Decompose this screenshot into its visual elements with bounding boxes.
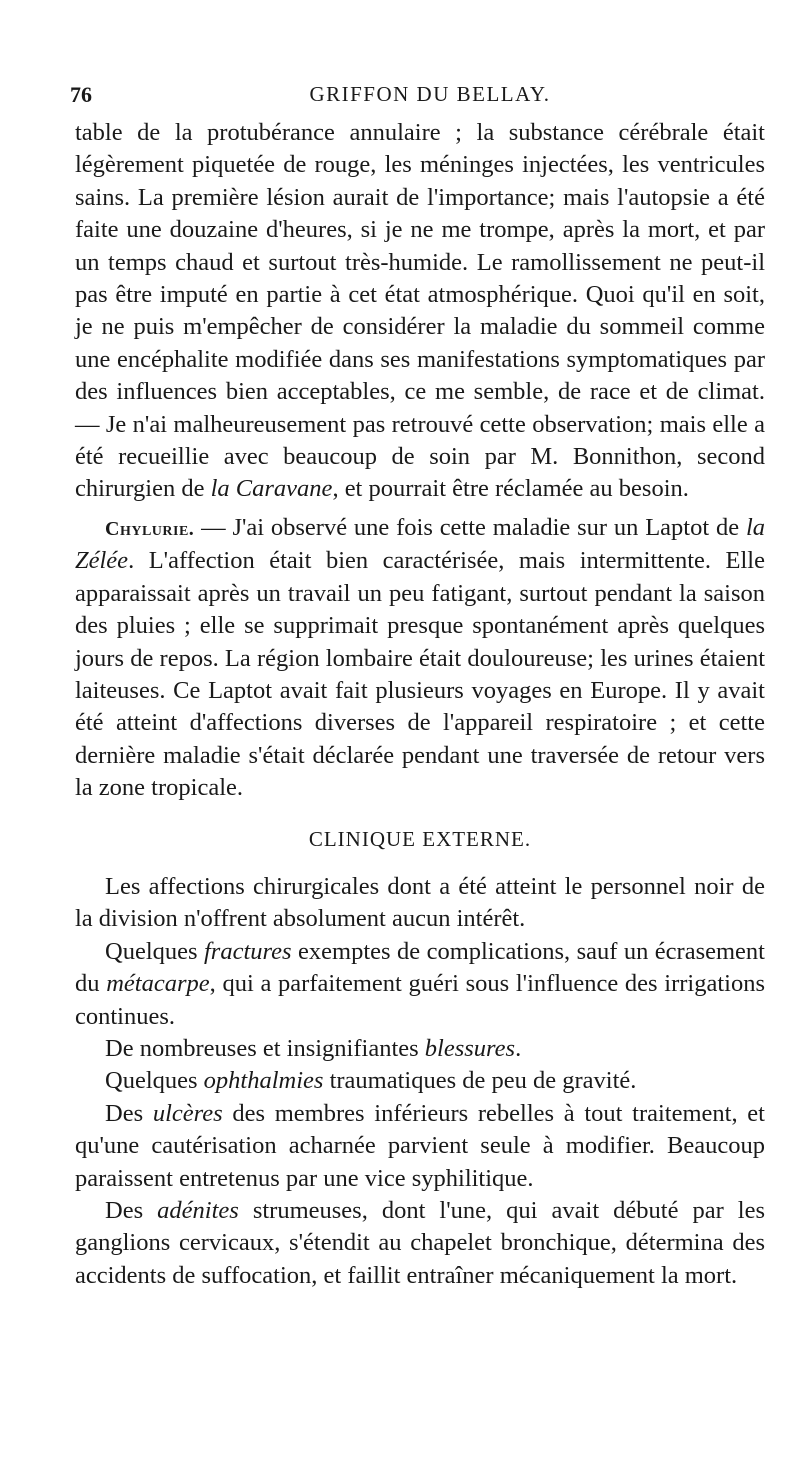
p2-text-a: Quelques <box>105 937 204 965</box>
p3-text-a: De nombreuses et insignifiantes <box>105 1034 425 1062</box>
chylurie-text-b: . L'affection était bien caractérisée, mais intermittente. Elle apparaissait après un travail un peu fatigant, surtout pendant la saison des pluies ; elle se supprimait presque spontanément après quelques jours de repos. La région lombaire était douloureuse; les urines étaient laiteuses. Ce Laptot avait fait plusieurs voyages en Europe. Il y avait été atteint d'affections diverses de l'appareil respiratoire ; et cette dernière maladie s'était déclarée pendant une traversée de retour vers la zone tropicale. <box>75 547 765 802</box>
p2-text-c: , qui a parfaitement guéri sous l'influence des irrigations continues. <box>75 970 765 1030</box>
term-ulceres: ulcères <box>152 1099 223 1127</box>
clinique-paragraph-5 <box>75 1098 765 1195</box>
section-title: CLINIQUE EXTERNE. <box>308 826 532 851</box>
p5-text-a: Des <box>105 1099 153 1127</box>
chylurie-text-a: — J'ai observé une fois cette maladie sur un Laptot de <box>194 513 746 541</box>
ship-name-zelee: la Zélée <box>75 513 765 575</box>
p6-text-a: Des <box>105 1197 158 1224</box>
running-head: GRIFFON DU BELLAY. <box>309 82 551 106</box>
term-metacarpe: métacarpe <box>106 970 210 998</box>
clinique-paragraph-2 <box>75 936 765 1033</box>
p4-text-a: Quelques <box>105 1067 204 1095</box>
p2-text-b: exemptes de complications, sauf un écrasement du <box>75 937 765 998</box>
paragraph-chylurie <box>75 512 765 805</box>
page-number: 76 <box>70 82 92 107</box>
term-ophthalmies: ophthalmies <box>203 1067 324 1095</box>
p5-text-b: des membres inférieurs rebelles à tout traitement, et qu'une cautérisation acharnée parvient seule à modifier. Beaucoup paraissent entretenus par une vice syphilitique. <box>75 1099 765 1192</box>
chylurie-heading: Chylurie. <box>105 517 195 540</box>
p3-text-b: . <box>515 1034 522 1062</box>
para1-text: table de la protubérance annulaire ; la substance cérébrale était légèrement piquetée de rouge, les méninges injectées, les ventricules sains. La première lésion aurait de l'importance; mais l'autopsie a été faite une douzaine d'heures, si je ne me trompe, après la mort, et par un temps chaud et surtout très-humide. Le ramollissement ne peut-il pas être imputé en partie à cet état atmosphérique. Quoi qu'il en soit, je ne puis m'empêcher de considérer la maladie du sommeil comme une encéphalite modifiée dans ses manifestations symptomatiques par des influences bien acceptables, ce me semble, de race et de climat. — Je n'ai malheureusement pas retrouvé cette observation; mais elle a été recueillie avec beaucoup de soin par M. Bonnithon, second chirurgien de <box>75 119 765 503</box>
term-fractures: fractures <box>204 937 292 965</box>
clinique-paragraph-6 <box>75 1195 765 1292</box>
p4-text-b: traumatiques de peu de gravité. <box>323 1067 637 1095</box>
paragraph-continued <box>75 117 765 506</box>
ship-name-caravane: la Caravane <box>210 475 333 503</box>
p6-text-b: strumeuses, dont l'une, qui avait débuté par les ganglions cervicaux, s'étendit au chapelet bronchique, détermina des accidents de suffocation, et faillit entraîner mécaniquement la mort. <box>75 1197 766 1289</box>
clinique-paragraph-1: Les affections chirurgicales dont a été atteint le personnel noir de la division n'offrent absolument aucun intérêt. <box>75 872 765 933</box>
clinique-paragraph-3 <box>75 1033 765 1065</box>
para1-tail: , et pourrait être réclamée au besoin. <box>332 475 689 503</box>
term-blessures: blessures <box>424 1034 516 1062</box>
page-body <box>75 117 765 1292</box>
clinique-paragraph-4 <box>75 1065 765 1097</box>
term-adenites: adénites <box>157 1197 239 1224</box>
